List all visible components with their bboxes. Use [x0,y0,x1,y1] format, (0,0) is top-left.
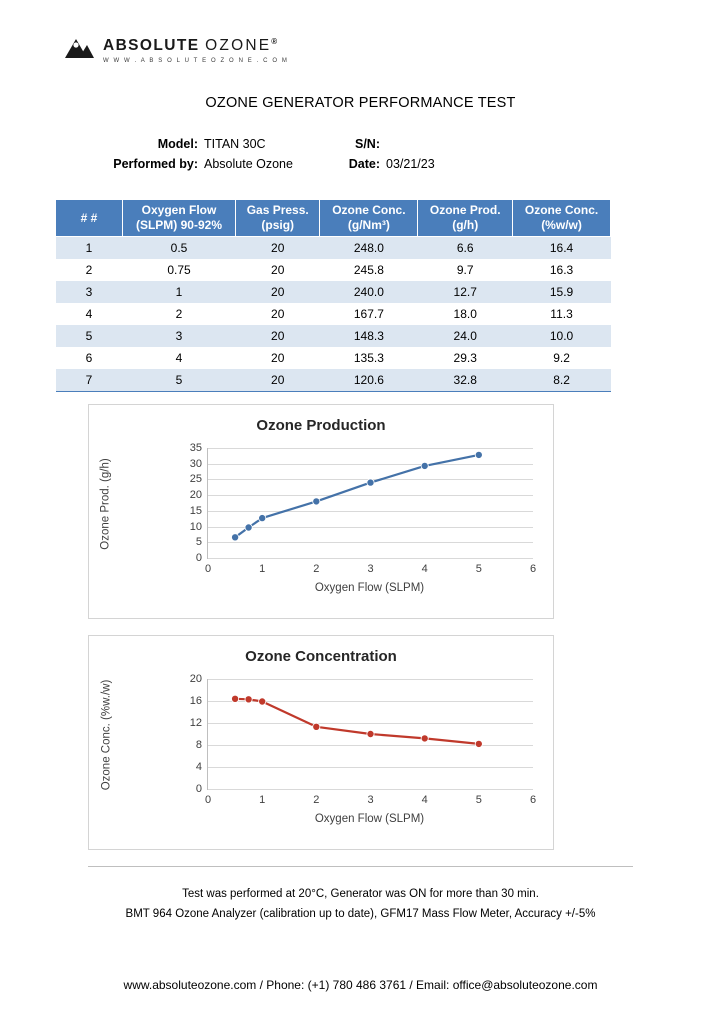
x-axis-label: Oxygen Flow (SLPM) [314,813,425,825]
table-cell: 6 [56,347,123,369]
y-axis-label: Ozone Prod. (g/h) [100,458,112,550]
data-point [232,534,239,541]
table-row [56,303,611,325]
data-point [259,698,266,705]
table-cell: 9.2 [513,347,611,369]
chart-ozone-concentration [88,635,554,850]
meta-performed-by-value: Absolute Ozone [204,157,293,171]
table-cell: 1 [123,281,236,303]
y-axis-tick: 0 [195,552,202,564]
brand-name-bold: ABSOLUTE [103,37,200,55]
table-cell: 8.2 [513,369,611,392]
table-cell: 20 [235,259,319,281]
x-axis-tick: 4 [421,794,428,806]
table-column-header: Ozone Conc. (%w/w) [513,200,611,237]
table-column-header: Oxygen Flow (SLPM) 90-92% [123,200,236,237]
meta-row [110,154,610,174]
table-cell: 5 [56,325,123,347]
x-axis-tick: 0 [204,563,212,575]
data-point [475,451,482,458]
meta-date-label: Date: [348,157,380,171]
meta-model [110,134,340,154]
x-axis-tick: 3 [367,563,374,575]
x-axis-tick: 3 [367,794,374,806]
chart-title: Ozone Concentration [245,648,397,665]
table-cell: 18.0 [418,303,513,325]
table-cell: 16.4 [513,237,611,260]
table-cell: 6.6 [418,237,513,260]
series-line [208,448,533,558]
plot-wrapper [89,434,553,609]
table-row [56,347,611,369]
mountain-triangle-icon [63,36,95,62]
brand-name [103,38,289,54]
y-axis-tick: 16 [189,695,202,707]
test-meta [110,134,610,174]
data-point [367,730,374,737]
x-axis-tick: 2 [313,563,320,575]
brand-website: W W W . A B S O L U T E O Z O N E . C O M [103,57,289,64]
data-point [259,515,266,522]
table-cell: 10.0 [513,325,611,347]
plot-area [189,673,537,806]
footer-divider [88,866,633,867]
table-column-header: Ozone Conc. (g/Nm³) [320,200,418,237]
plot-wrapper [89,665,553,840]
table-cell: 3 [123,325,236,347]
table-cell: 240.0 [320,281,418,303]
y-axis-tick: 4 [195,761,202,773]
performance-data-table [55,199,611,392]
table-cell: 20 [235,281,319,303]
table-cell: 0.75 [123,259,236,281]
y-axis-tick: 0 [195,783,202,795]
table-cell: 4 [56,303,123,325]
page-title: OZONE GENERATOR PERFORMANCE TEST [205,95,516,111]
table-column-header: Ozone Prod. (g/h) [418,200,513,237]
grid-line [208,789,533,790]
meta-model-value: TITAN 30C [204,137,266,151]
y-axis-tick: 10 [189,520,202,533]
meta-model-label: Model: [157,137,198,151]
y-axis-tick: 20 [189,489,202,502]
x-axis-tick: 6 [529,794,537,806]
footnote-line-1: Test was performed at 20°C, Generator was ON for more than 30 min. [182,888,539,900]
table-row [56,259,611,281]
table-column-header: # # [56,200,123,237]
x-axis-tick: 5 [475,563,482,575]
table-cell: 29.3 [418,347,513,369]
data-point [313,723,320,730]
table-body [56,237,611,392]
data-point [232,695,239,702]
footnote-line-2: BMT 964 Ozone Analyzer (calibration up to date), GFM17 Mass Flow Meter, Accuracy +/-5% [125,908,596,920]
table-cell: 4 [123,347,236,369]
brand-name-light: OZONE [205,37,272,55]
table-row [56,237,611,260]
grid-line [208,558,533,559]
table-cell: 15.9 [513,281,611,303]
footnotes [0,884,721,924]
y-axis-tick: 35 [189,442,202,454]
brand-wordmark [103,36,289,64]
plot-area [189,442,537,575]
chart-title: Ozone Production [256,417,386,434]
brand-logo [63,36,289,64]
meta-sn [340,134,386,154]
table-cell: 2 [123,303,236,325]
table-cell: 135.3 [320,347,418,369]
meta-date-value: 03/21/23 [386,157,435,171]
table-header-row [56,200,611,237]
table-row [56,281,611,303]
table-cell: 12.7 [418,281,513,303]
table-cell: 16.3 [513,259,611,281]
x-axis-tick: 5 [475,794,482,806]
table-header [56,200,611,237]
x-axis-tick: 0 [204,794,212,806]
data-point [245,696,252,703]
data-point [421,462,428,469]
table-cell: 245.8 [320,259,418,281]
x-axis-label: Oxygen Flow (SLPM) [314,582,425,594]
table-cell: 7 [56,369,123,392]
table-cell: 3 [56,281,123,303]
table-cell: 20 [235,347,319,369]
table-cell: 20 [235,369,319,392]
meta-performed-by-label: Performed by: [113,157,198,171]
table-cell: 20 [235,303,319,325]
y-axis-tick: 20 [189,673,202,685]
meta-performed-by [110,154,340,174]
table-cell: 2 [56,259,123,281]
x-axis-tick: 4 [421,563,428,575]
meta-row [110,134,610,154]
x-axis-tick: 2 [313,794,320,806]
table-cell: 5 [123,369,236,392]
table-cell: 32.8 [418,369,513,392]
table-row [56,325,611,347]
table-cell: 24.0 [418,325,513,347]
y-axis-tick: 25 [189,473,202,486]
table-cell: 20 [235,237,319,260]
brand-trademark: ® [271,37,279,46]
y-axis-tick: 5 [195,536,202,549]
data-point [421,735,428,742]
y-axis-tick: 8 [195,739,202,751]
table-cell: 120.6 [320,369,418,392]
chart-ozone-production [88,404,554,619]
data-point [475,740,482,747]
y-axis-tick: 30 [189,457,202,470]
table-cell: 248.0 [320,237,418,260]
footer-contact: www.absoluteozone.com / Phone: (+1) 780 486 3761 / Email: office@absoluteozone.com [123,978,598,992]
meta-sn-label: S/N: [355,137,380,151]
data-point [367,479,374,486]
x-axis-tick: 1 [259,794,266,806]
data-point [313,498,320,505]
table-column-header: Gas Press. (psig) [235,200,319,237]
x-axis-tick: 6 [529,563,537,575]
data-point [245,524,252,531]
y-axis-tick: 12 [189,717,202,729]
table-cell: 148.3 [320,325,418,347]
table-cell: 20 [235,325,319,347]
table-cell: 9.7 [418,259,513,281]
table-cell: 167.7 [320,303,418,325]
meta-date [340,154,435,174]
table-row [56,369,611,392]
y-axis-tick: 15 [189,504,202,517]
table-cell: 11.3 [513,303,611,325]
table-cell: 1 [56,237,123,260]
x-axis-tick: 1 [259,563,266,575]
series-line [208,679,533,789]
table-cell: 0.5 [123,237,236,260]
y-axis-label: Ozone Conc. (%w./w) [100,679,113,791]
